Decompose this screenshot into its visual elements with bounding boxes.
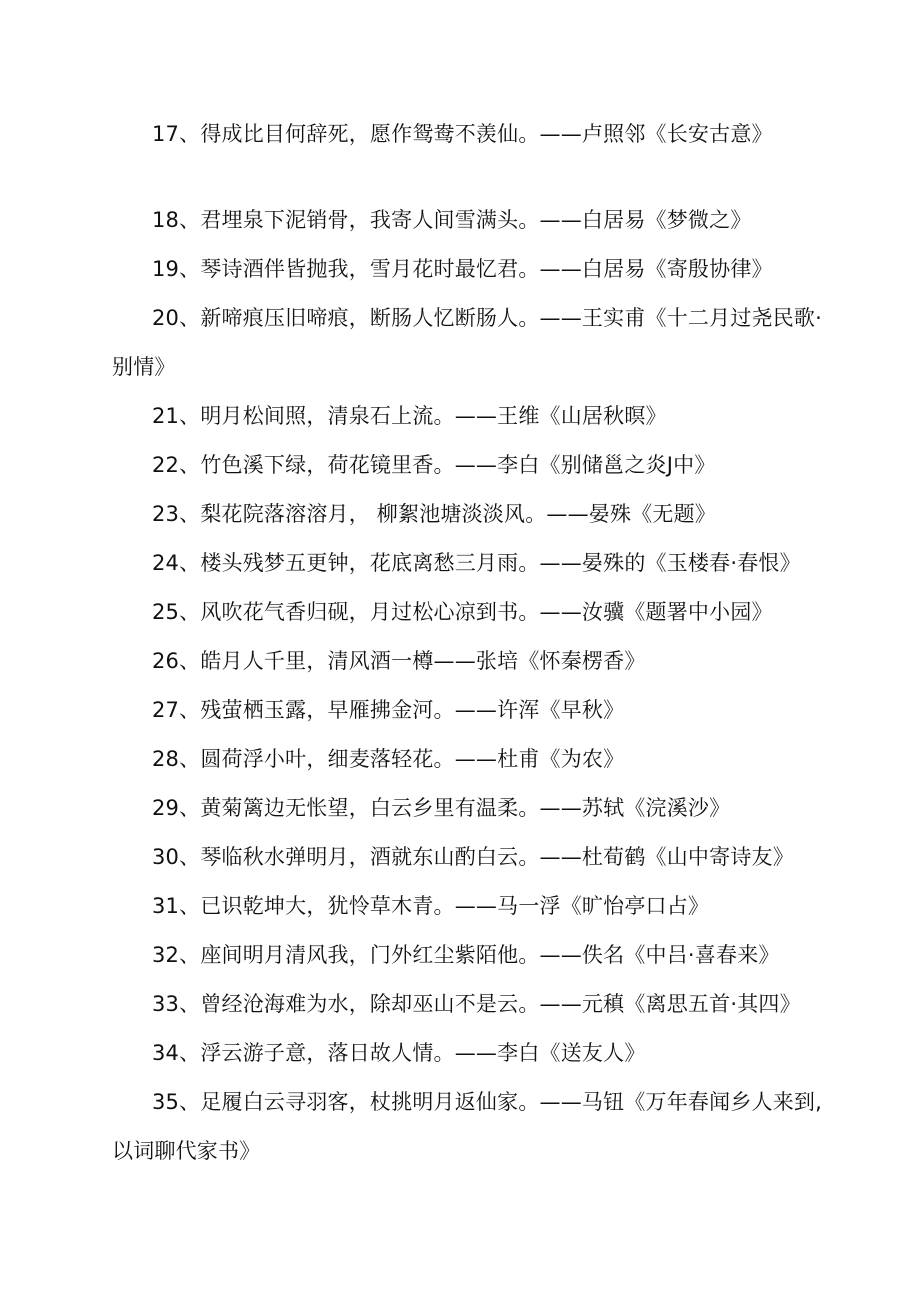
- poem-entry-27: 27、残萤栖玉露，早雁拂金河。——许浑《早秋》: [152, 698, 625, 722]
- poem-entry-18: 18、君埋泉下泥销骨，我寄人间雪满头。——白居易《梦微之》: [152, 208, 752, 232]
- poem-entry-25: 25、风吹花气香归砚，月过松心凉到书。——汝骥《题署中小园》: [152, 600, 773, 624]
- poem-entry-19: 19、琴诗酒伴皆抛我，雪月花时最忆君。——白居易《寄殷协律》: [152, 257, 773, 281]
- poem-entry-20: 20、新啼痕压旧啼痕，断肠人忆断肠人。——王实甫《十二月过尧民歌·别情》: [112, 306, 822, 379]
- poem-entry-28: 28、圆荷浮小叶，细麦落轻花。——杜甫《为农》: [152, 747, 625, 771]
- poem-entry-17: 17、得成比目何辞死，愿作鸳鸯不羡仙。——卢照邻《长安古意》: [152, 122, 773, 146]
- poem-entry-30: 30、琴临秋水弹明月，酒就东山酌白云。——杜荀鹤《山中寄诗友》: [152, 845, 794, 869]
- poem-entry-21: 21、明月松间照，清泉石上流。——王维《山居秋暝》: [152, 404, 667, 428]
- poem-entry-23: 23、梨花院落溶溶月， 柳絮池塘淡淡风。——晏殊《无题》: [152, 502, 716, 526]
- poem-entry-32: 32、座间明月清风我，门外红尘紫陌他。——佚名《中吕·喜春来》: [152, 943, 780, 967]
- poem-entry-24: 24、楼头残梦五更钟，花底离愁三月雨。——晏殊的《玉楼春·春恨》: [152, 551, 801, 575]
- poem-entry-35: 35、足履白云寻羽客，杖挑明月返仙家。——马钮《万年春闻乡人来到,以词聊代家书》: [112, 1090, 822, 1163]
- poem-entry-22: 22、竹色溪下绿，荷花镜里香。——李白《别储邕之炎J中》: [152, 453, 716, 477]
- poem-entry-34: 34、浮云游子意，落日故人情。——李白《送友人》: [152, 1041, 646, 1065]
- poem-entry-33: 33、曾经沧海难为水，除却巫山不是云。——元稹《离思五首·其四》: [152, 992, 801, 1016]
- poem-entry-31: 31、已识乾坤大，犹怜草木青。——马一浮《旷怡亭口占》: [152, 894, 710, 918]
- poem-entry-29: 29、黄菊篱边无怅望，白云乡里有温柔。——苏轼《浣溪沙》: [152, 796, 731, 820]
- poem-entry-26: 26、皓月人千里，清风酒一樽——张培《怀秦楞香》: [152, 649, 646, 673]
